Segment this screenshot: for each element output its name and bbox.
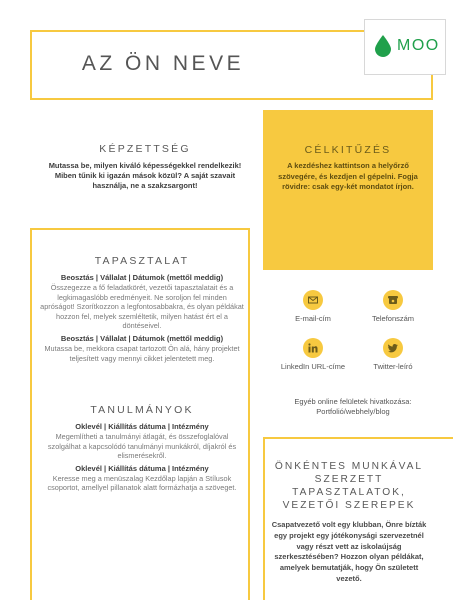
volunteer-section xyxy=(270,460,428,585)
contact-phone[interactable] xyxy=(353,290,433,323)
linkedin-label: LinkedIn URL-címe xyxy=(280,362,346,371)
experience-section xyxy=(40,255,244,363)
volunteer-text[interactable]: Csapatvezető volt egy klubban, Önre bízták egy projekt egy jótékonysági szervezetnél vagy részt vett az iskolaújság szerkesztésében? Hozzon olyan példákat, amelyek bemutatják, hogy Ön született vezető. xyxy=(271,520,427,583)
volunteer-heading[interactable]: ÖNKÉNTES MUNKÁVAL SZERZETT TAPASZTALATOK, VEZETŐI SZEREPEK xyxy=(274,461,424,511)
twitter-icon xyxy=(383,338,403,358)
experience-heading[interactable]: TAPASZTALAT xyxy=(94,255,190,267)
contact-linkedin[interactable] xyxy=(273,338,353,371)
education-heading[interactable]: TANULMÁNYOK xyxy=(90,404,194,416)
education-entry-title[interactable]: Oklevél | Kiállítás dátuma | Intézmény xyxy=(75,463,209,473)
logo-text: MOO xyxy=(397,37,440,54)
contact-other-links[interactable]: Egyéb online felületek hivatkozása: Portfolió/webhely/blog xyxy=(294,397,412,416)
goal-text[interactable]: A kezdéshez kattintson a helyőrző szövegére, és kezdjen el gépelni. Fogja rövidre: csak egy-két mondatot írjon. xyxy=(278,161,418,191)
linkedin-icon xyxy=(303,338,323,358)
skills-section xyxy=(40,143,250,191)
twitter-label: Twitter-leíró xyxy=(373,362,413,371)
contact-twitter[interactable] xyxy=(353,338,433,371)
skills-text[interactable]: Mutassa be, milyen kiváló képességekkel rendelkezik! Miben tűnik ki igazán mások közül? A saját szavait használja, ne a szakzsargont! xyxy=(48,161,242,190)
education-entry-text[interactable]: Megemlítheti a tanulmányi átlagát, és összefoglalóval szolgálhat a kapcsolódó tanulmányi munkákról, díjakról és elismerésekről. xyxy=(47,432,237,461)
phone-label: Telefonszám xyxy=(371,314,415,323)
goal-panel xyxy=(263,110,433,270)
email-label: E-mail-cím xyxy=(295,314,331,323)
moo-logo xyxy=(364,19,446,75)
skills-heading[interactable]: KÉPZETTSÉG xyxy=(99,143,191,155)
drop-icon xyxy=(375,35,391,57)
page-title[interactable]: AZ ÖN NEVE xyxy=(81,52,245,75)
experience-entry-title[interactable]: Beosztás | Vállalat | Dátumok (mettől meddig) xyxy=(60,273,224,282)
education-section xyxy=(40,404,244,493)
goal-heading[interactable]: CÉLKITŰZÉS xyxy=(304,144,392,156)
education-entry-text[interactable]: Keresse meg a menüszalag Kezdőlap lapján a Stílusok csoportot, amellyel pillanatok alatt formázhatja a szöveget. xyxy=(47,473,237,493)
contact-email[interactable] xyxy=(273,290,353,323)
experience-entry-text[interactable]: Mutassa be, mekkora csapat tartozott Ön alá, hány projektet teljesített vagy mennyi cikket jelentetett meg. xyxy=(44,343,240,363)
phone-icon xyxy=(383,290,403,310)
experience-entry-text[interactable]: Összegezze a fő feladatkörét, vezetői tapasztalatait és a legkimagaslóbb eredményeit. Ne soroljon fel minden apróságot! Szorítkozzon a legfontosabbakra, és olyan példákat hozzon fel, melyek szemléltetik, milyen hatást ért el a döntéseivel. xyxy=(40,283,244,331)
contact-section xyxy=(273,290,433,390)
email-icon xyxy=(303,290,323,310)
education-entry-title[interactable]: Oklevél | Kiállítás dátuma | Intézmény xyxy=(75,422,209,431)
experience-entry-title[interactable]: Beosztás | Vállalat | Dátumok (mettől meddig) xyxy=(60,333,224,343)
